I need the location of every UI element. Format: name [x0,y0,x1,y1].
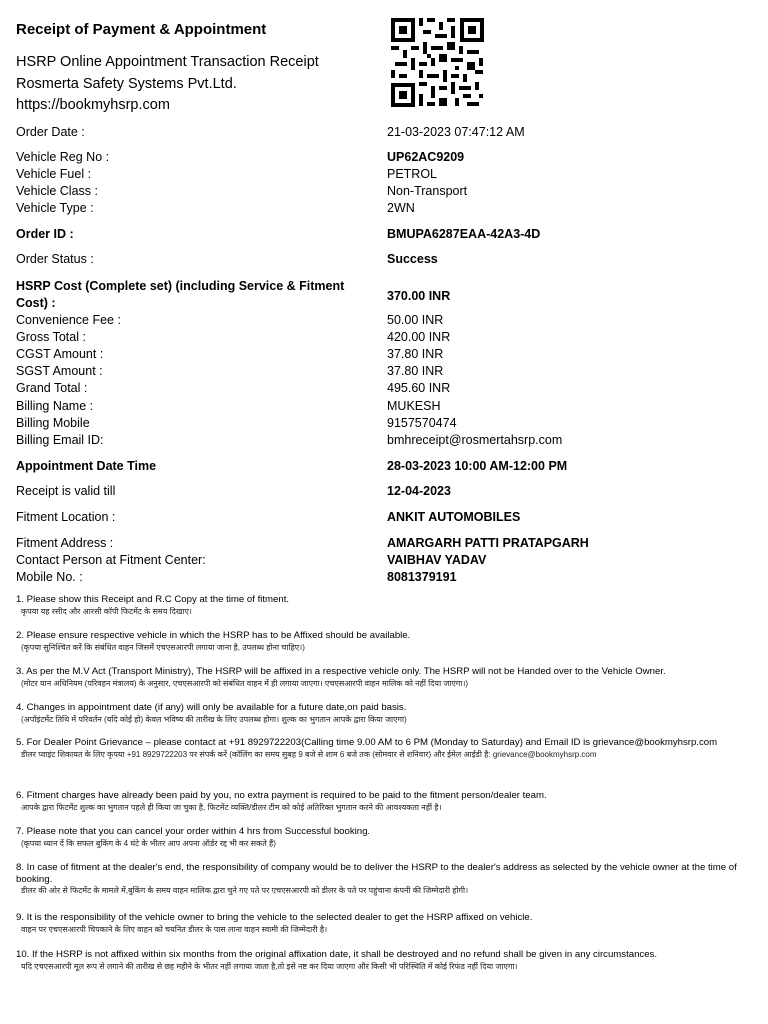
order-date-label: Order Date : [16,125,85,139]
billing-email-label: Billing Email ID: [16,433,104,447]
note-text-hi: (कृपया सुनिश्चित करें कि संबंधित वाहन जिसमें एचएसआरपी लगाया जाना है, उपलब्ध होना चाहिए।) [21,642,305,652]
note-text-en: 1. Please show this Receipt and R.C Copy at the time of fitment. [16,594,290,605]
note-text-en: 7. Please note that you can cancel your order within 4 hrs from Successful booking. [16,826,371,837]
hsrp-cost-label [16,278,344,312]
note-text-en: 9. It is the responsibility of the vehicle owner to bring the vehicle to the selected dealer to get the HSRP affixed on vehicle. [16,912,533,923]
mobile-no-label: Mobile No. : [16,570,83,584]
gross-total-label: Gross Total : [16,330,86,344]
vehicle-type-value: 2WN [387,201,415,215]
sgst-value: 37.80 INR [387,364,444,378]
billing-name-label: Billing Name : [16,399,94,413]
note-item [16,702,746,725]
note-text-hi: आपके द्वारा फिटमेंट शुल्क का भुगतान पहले ही किया जा चुका है, फिटमेंट व्यक्ति/डीलर टीम को कोई अतिरिक्त भुगतान करने की आवश्यकता नहीं है। [21,802,442,812]
note-text-hi: यदि एचएसआरपी मूल रूप से लगाने की तारीख से छह महीने के भीतर नहीं लगाया जाता है,तो इसे नष्ट कर दिया जाएगा और किसी भी परिस्थिति में कोई रिफंड नहीं दिया जाएगा। [21,961,518,971]
note-item [16,737,746,760]
note-item [16,666,746,689]
note-text-hi: डीलर प्वाइंट शिकायत के लिए कृपया +91 8929722203 पर संपर्क करें (कॉलिंग का समय सुबह 9 बजे से शाम 6 बजे तक (सोमवार से शनिवार) और ईमेल आईडी है: grievance@bookmyhsrp.com [21,749,597,759]
convenience-fee-value: 50.00 INR [387,313,444,327]
note-text-en: 5. For Dealer Point Grievance – please contact at +91 8929722203(Calling time 9.00 AM to 6 PM (Monday to Saturday) and Email ID is grievance@bookmyhsrp.com [16,737,718,748]
fitment-location-value: ANKIT AUTOMOBILES [387,510,521,524]
contact-person-label: Contact Person at Fitment Center: [16,553,206,567]
billing-name-value: MUKESH [387,399,441,413]
vehicle-fuel-label: Vehicle Fuel : [16,167,92,181]
gross-total-value: 420.00 INR [387,330,451,344]
note-text-en: 8. In case of fitment at the dealer's end, the responsibility of company would be to deliver the HSRP to the dealer's address as selected by the vehicle owner at the time of booking. [16,862,737,885]
grand-total-label: Grand Total : [16,381,88,395]
note-text-hi: (कृपया ध्यान दें कि सफल बुकिंग के 4 घंटे के भीतर आप अपना ऑर्डर रद्द भी कर सकते हैं) [21,838,276,848]
fitment-address-label: Fitment Address : [16,536,114,550]
note-text-en: 2. Please ensure respective vehicle in which the HSRP has to be Affixed should be available. [16,630,411,641]
valid-till-label: Receipt is valid till [16,484,116,498]
hsrp-cost-label-line2: Cost) : [16,296,56,310]
note-text-en: 3. As per the M.V Act (Transport Ministry), The HSRP will be affixed in a respective vehicle only. The HSRP will not be Handed over to the Vehicle Owner. [16,666,666,677]
note-text-en: 4. Changes in appointment date (if any) will only be available for a future date,on paid basis. [16,702,407,713]
vehicle-fuel-value: PETROL [387,167,438,181]
order-status-label: Order Status : [16,252,94,266]
appointment-label: Appointment Date Time [16,459,157,473]
note-text-hi: (मोटर यान अधिनियम (परिवहन मंत्रालय) के अनुसार, एचएसआरपी को संबंधित वाहन में ही लगाया जाएगा। एचएसआरपी वाहन मालिक को नहीं दिया जाएगा।) [21,678,469,688]
billing-mobile-value: 9157570474 [387,416,457,430]
note-text-en: 10. If the HSRP is not affixed within six months from the original affixation date, it shall be destroyed and no refund shall be given in any circumstances. [16,949,658,960]
note-item [16,630,746,653]
note-text-hi: कृपया यह रसीद और आरसी कॉपी फिटमेंट के समय दिखाए। [21,606,192,616]
vehicle-reg-label: Vehicle Reg No : [16,150,110,164]
hsrp-cost-value: 370.00 INR [387,289,451,303]
note-item [16,790,746,813]
note-item [16,862,746,896]
order-status-value: Success [387,252,438,266]
vehicle-reg-value: UP62AC9209 [387,150,465,164]
grand-total-value: 495.60 INR [387,381,451,395]
vehicle-type-label: Vehicle Type : [16,201,94,215]
mobile-no-value: 8081379191 [387,570,457,584]
order-date-value: 21-03-2023 07:47:12 AM [387,125,525,139]
valid-till-value: 12-04-2023 [387,484,451,498]
note-text-hi: (अपॉइंटमेंट तिथि में परिवर्तन (यदि कोई हो) केवल भविष्य की तारीख के लिए उपलब्ध होगा। शुल्क का भुगतान आपके द्वारा किया जाएगा) [21,714,407,724]
fitment-address-value: AMARGARH PATTI PRATAPGARH [387,536,589,550]
note-item [16,949,746,972]
receipt-header [16,20,366,117]
page-title: Receipt of Payment & Appointment [16,21,267,38]
note-text-hi: वाहन पर एचएसआरपी चिपकाने के लिए वाहन को चयनित डीलर के पास लाना वाहन स्वामी की जिम्मेदारी है। [21,924,328,934]
note-item [16,826,746,849]
contact-person-value: VAIBHAV YADAV [387,553,487,567]
header-line-website: https://bookmyhsrp.com [16,97,170,113]
qr-code-icon [389,16,486,109]
hsrp-cost-label-line1: HSRP Cost (Complete set) (including Service & Fitment [16,279,345,293]
billing-mobile-label: Billing Mobile [16,416,90,430]
vehicle-class-value: Non-Transport [387,184,468,198]
convenience-fee-label: Convenience Fee : [16,313,121,327]
vehicle-class-label: Vehicle Class : [16,184,98,198]
order-id-value: BMUPA6287EAA-42A3-4D [387,227,541,241]
order-id-label: Order ID : [16,227,74,241]
header-line-receipt: HSRP Online Appointment Transaction Receipt [16,54,319,70]
cgst-value: 37.80 INR [387,347,444,361]
appointment-value: 28-03-2023 10:00 AM-12:00 PM [387,459,568,473]
sgst-label: SGST Amount : [16,364,103,378]
note-item [16,594,746,617]
note-text-hi: डीलर की ओर से फिटमेंट के मामले में,बुकिंग के समय वाहन मालिक द्वारा चुने गए पते पर एचएसआरपी को डीलर के पते पर पहुंचाना कंपनी की जिम्मेदारी होगी। [21,886,469,896]
note-item [16,912,746,935]
cgst-label: CGST Amount : [16,347,104,361]
header-line-company: Rosmerta Safety Systems Pvt.Ltd. [16,75,237,92]
fitment-location-label: Fitment Location : [16,510,116,524]
billing-email-value: bmhreceipt@rosmertahsrp.com [387,433,563,447]
note-text-en: 6. Fitment charges have already been paid by you, no extra payment is required to be paid to the fitment person/dealer team. [16,790,547,801]
